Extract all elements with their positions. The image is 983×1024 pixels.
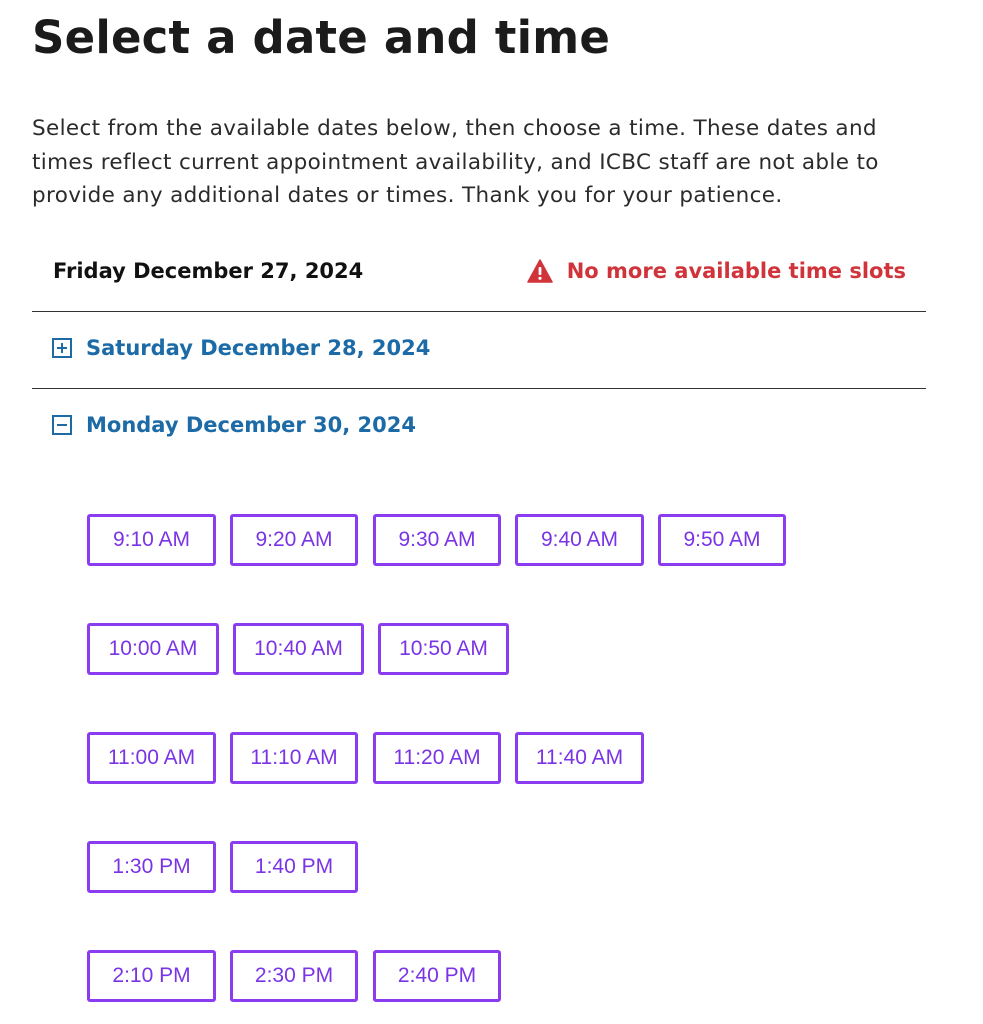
time-slot-button[interactable]: 2:40 PM [373,950,501,1002]
collapse-minus-icon [52,415,72,435]
no-slots-text: No more available time slots [566,259,906,283]
time-slot-button[interactable]: 9:10 AM [87,514,216,566]
time-slot-button[interactable]: 10:00 AM [87,623,219,675]
time-slot-button[interactable]: 9:20 AM [230,514,358,566]
expand-plus-icon [52,338,72,358]
time-slot-button[interactable]: 2:30 PM [230,950,358,1002]
time-slot-button[interactable]: 2:10 PM [87,950,216,1002]
time-slot-button[interactable]: 9:50 AM [658,514,786,566]
intro-text: Select from the available dates below, then choose a time. These dates and times reflect current appointment availability, and ICBC staff are not able to provide any additional dates or times. Thank you for your patience. [32,116,879,208]
time-slot-button[interactable]: 1:30 PM [87,841,216,893]
no-slots-status [527,259,906,283]
date-label-saturday[interactable]: Saturday December 28, 2024 [86,336,431,360]
monday-toggle[interactable] [52,413,416,437]
date-label-monday[interactable]: Monday December 30, 2024 [86,413,416,437]
time-slot-button[interactable]: 10:50 AM [378,623,509,675]
page-title: Select a date and time [32,11,611,64]
time-slot-button[interactable]: 11:00 AM [87,732,216,784]
time-slot-button[interactable]: 11:20 AM [373,732,501,784]
time-slot-button[interactable]: 10:40 AM [233,623,364,675]
time-slot-button[interactable]: 9:40 AM [515,514,644,566]
date-row-monday [32,389,926,466]
date-label-friday: Friday December 27, 2024 [53,259,364,283]
time-slot-button[interactable]: 9:30 AM [373,514,501,566]
saturday-toggle[interactable] [52,336,430,360]
date-row-friday [32,235,926,312]
date-row-saturday [32,312,926,389]
time-slot-button[interactable]: 1:40 PM [230,841,358,893]
time-slot-button[interactable]: 11:10 AM [230,732,358,784]
time-slot-button[interactable]: 11:40 AM [515,732,644,784]
warning-icon [527,259,553,283]
